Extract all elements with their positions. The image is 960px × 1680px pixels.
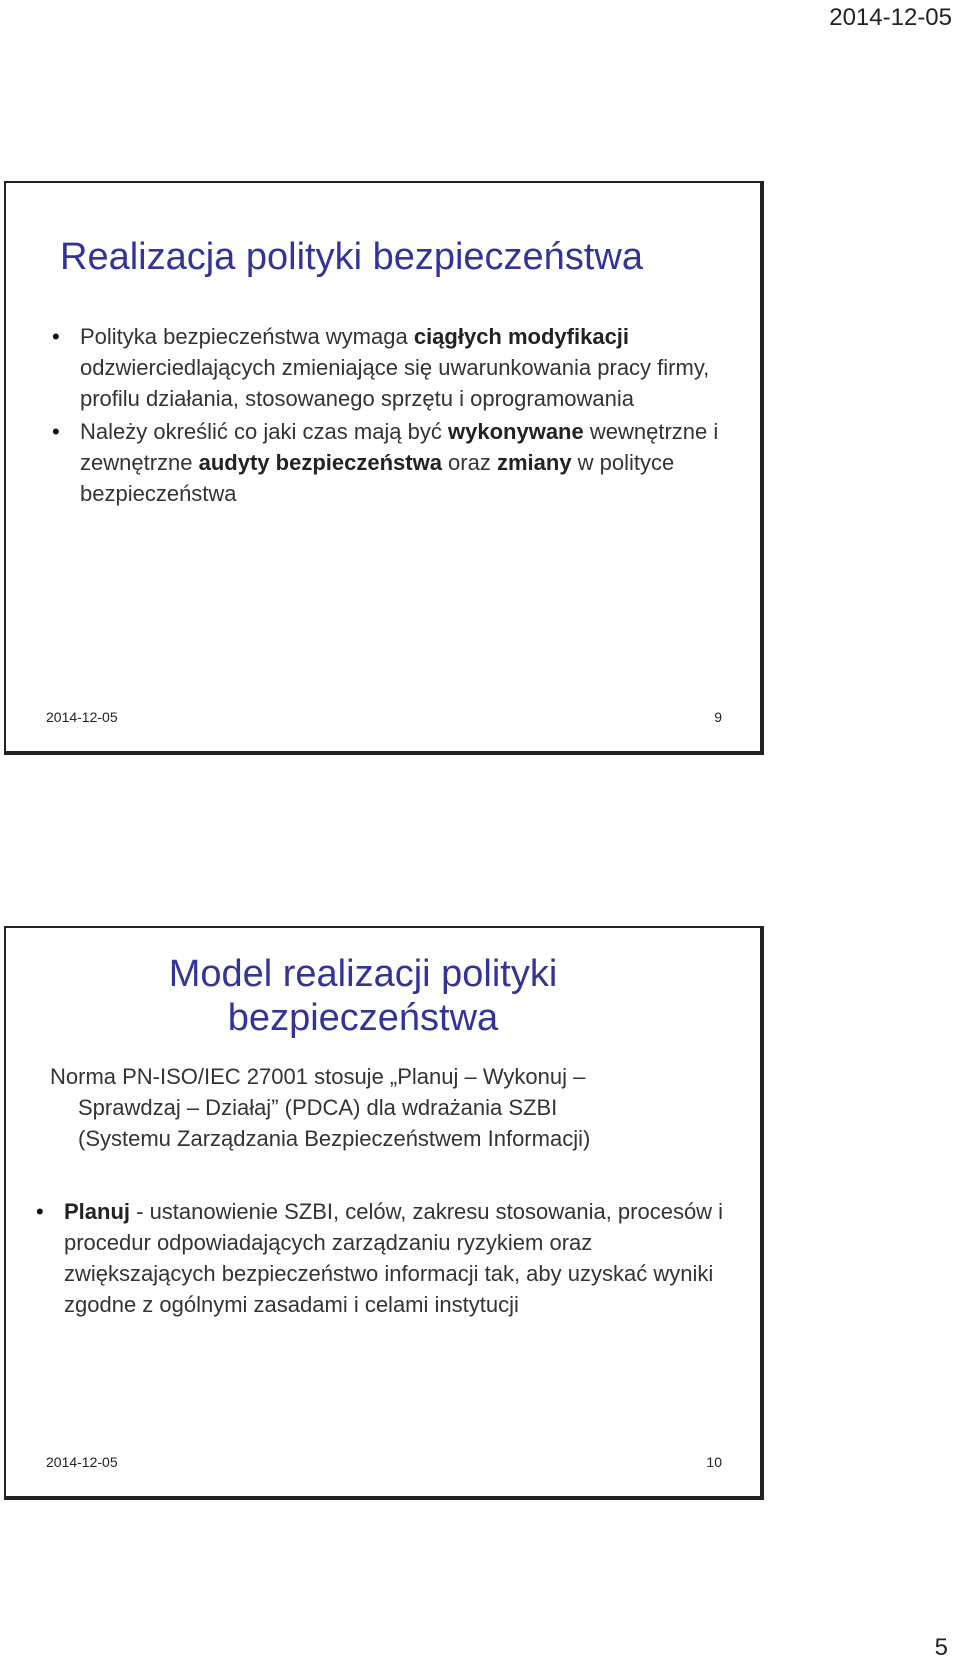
bullet-list [36,1196,736,1322]
slide-10 [4,926,764,1500]
intro-paragraph [50,1061,750,1154]
slide-title [46,952,680,1040]
slide-footer-date: 2014-12-05 [46,1454,118,1470]
intro-line: Norma PN-ISO/IEC 27001 stosuje „Planuj – Wykonuj – [50,1064,586,1089]
slide-title: Realizacja polityki bezpieczeństwa [60,236,643,278]
page-number: 5 [934,1634,948,1661]
bullet-item [52,321,742,414]
slide-number: 9 [714,709,722,725]
page-header-date: 2014-12-05 [829,4,952,31]
bullet-text: Polityka bezpieczeństwa wymaga [80,324,414,349]
bullet-bold-text: Planuj [64,1199,131,1224]
bullet-text: - ustanowienie SZBI, celów, zakresu stosowania, procesów i procedur odpowiadających zarządzaniu ryzykiem oraz zwiększających bezpieczeństwo informacji tak, aby uzyskać wyniki zgodne z ogólnymi zasadami i celami instytucji [64,1199,724,1317]
bullet-text: oraz [441,450,497,475]
bullet-bold-text: audyty bezpieczeństwa [198,450,442,475]
intro-line: Sprawdzaj – Działaj” (PDCA) dla wdrażania SZBI [78,1095,558,1120]
slide-title-line: Model realizacji polityki [168,953,558,995]
bullet-dot-icon: • [36,1199,44,1224]
bullet-item [52,416,742,509]
bullet-text: Należy określić co jaki czas mają być [80,419,449,444]
slide-title-line: bezpieczeństwa [227,997,499,1039]
slide-number: 10 [706,1454,722,1470]
bullet-text: odzwierciedlających zmieniające się uwarunkowania pracy firmy, profilu działania, stosowanego sprzętu i oprogramowania [80,355,710,411]
bullet-bold-text: zmiany [496,450,572,475]
slide-9 [4,181,764,755]
bullet-dot-icon: • [52,419,60,444]
intro-line: (Systemu Zarządzania Bezpieczeństwem Informacji) [78,1126,591,1151]
bullet-list [52,321,742,511]
bullet-item [36,1196,736,1320]
bullet-bold-text: wykonywane [448,419,584,444]
slide-footer-date: 2014-12-05 [46,709,118,725]
bullet-text: wewnętrzne i zewnętrzne [80,419,719,475]
bullet-bold-text: ciągłych modyfikacji [413,324,630,349]
bullet-text: w polityce bezpieczeństwa [80,450,675,506]
bullet-dot-icon: • [52,324,60,349]
